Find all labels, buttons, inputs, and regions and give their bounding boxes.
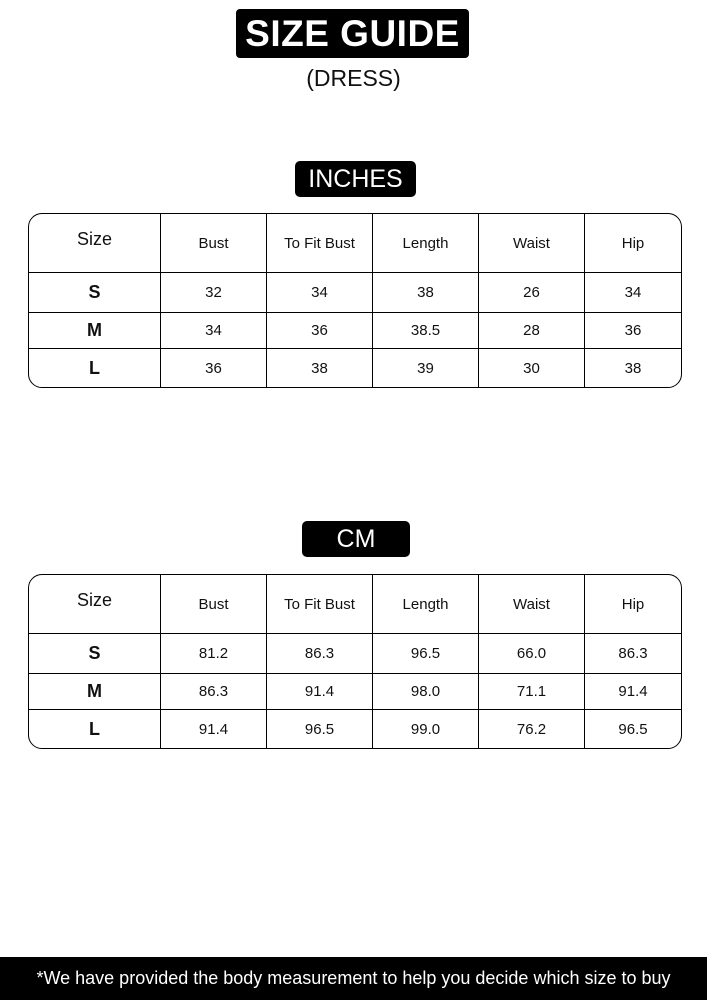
column-header-to-fit-bust: To Fit Bust [267, 214, 373, 273]
length-value: 38.5 [373, 313, 479, 349]
to-fit-bust-value: 91.4 [267, 674, 373, 710]
to-fit-bust-value: 36 [267, 313, 373, 349]
waist-value: 76.2 [479, 710, 585, 748]
waist-value: 26 [479, 273, 585, 313]
hip-value: 91.4 [585, 674, 681, 710]
bust-value: 81.2 [161, 634, 267, 674]
length-value: 38 [373, 273, 479, 313]
size-label: L [29, 349, 161, 387]
length-value: 96.5 [373, 634, 479, 674]
length-value: 99.0 [373, 710, 479, 748]
table-row [29, 349, 681, 387]
hip-value: 36 [585, 313, 681, 349]
column-header-size: Size [29, 575, 161, 634]
column-header-to-fit-bust: To Fit Bust [267, 575, 373, 634]
size-label: M [29, 313, 161, 349]
page-title: SIZE GUIDE [236, 9, 469, 58]
waist-value: 28 [479, 313, 585, 349]
waist-value: 71.1 [479, 674, 585, 710]
size-label: M [29, 674, 161, 710]
column-header-bust: Bust [161, 214, 267, 273]
column-header-size: Size [29, 214, 161, 273]
table-row [29, 273, 681, 313]
to-fit-bust-value: 34 [267, 273, 373, 313]
table-header-row [29, 575, 681, 634]
page-subtitle: (DRESS) [306, 65, 401, 91]
column-header-hip: Hip [585, 214, 681, 273]
bust-value: 32 [161, 273, 267, 313]
table-row [29, 710, 681, 748]
table-row [29, 674, 681, 710]
table-row [29, 634, 681, 674]
bust-value: 86.3 [161, 674, 267, 710]
size-label: S [29, 273, 161, 313]
to-fit-bust-value: 86.3 [267, 634, 373, 674]
inches-size-table [28, 213, 682, 388]
length-value: 39 [373, 349, 479, 387]
size-label: S [29, 634, 161, 674]
column-header-length: Length [373, 214, 479, 273]
hip-value: 34 [585, 273, 681, 313]
to-fit-bust-value: 96.5 [267, 710, 373, 748]
length-value: 98.0 [373, 674, 479, 710]
to-fit-bust-value: 38 [267, 349, 373, 387]
waist-value: 30 [479, 349, 585, 387]
waist-value: 66.0 [479, 634, 585, 674]
table-header-row [29, 214, 681, 273]
column-header-hip: Hip [585, 575, 681, 634]
size-label: L [29, 710, 161, 748]
hip-value: 86.3 [585, 634, 681, 674]
hip-value: 96.5 [618, 720, 648, 738]
cm-size-table [28, 574, 682, 749]
bust-value: 36 [161, 349, 267, 387]
column-header-waist: Waist [479, 214, 585, 273]
bust-value: 91.4 [161, 710, 267, 748]
cm-unit-badge: CM [302, 521, 410, 557]
bust-value: 34 [161, 313, 267, 349]
column-header-bust: Bust [161, 575, 267, 634]
inches-unit-badge: INCHES [295, 161, 416, 197]
column-header-waist: Waist [479, 575, 585, 634]
column-header-length: Length [373, 575, 479, 634]
hip-value: 38 [624, 359, 642, 377]
table-row [29, 313, 681, 349]
footer-note: *We have provided the body measurement to help you decide which size to buy [0, 957, 707, 1000]
